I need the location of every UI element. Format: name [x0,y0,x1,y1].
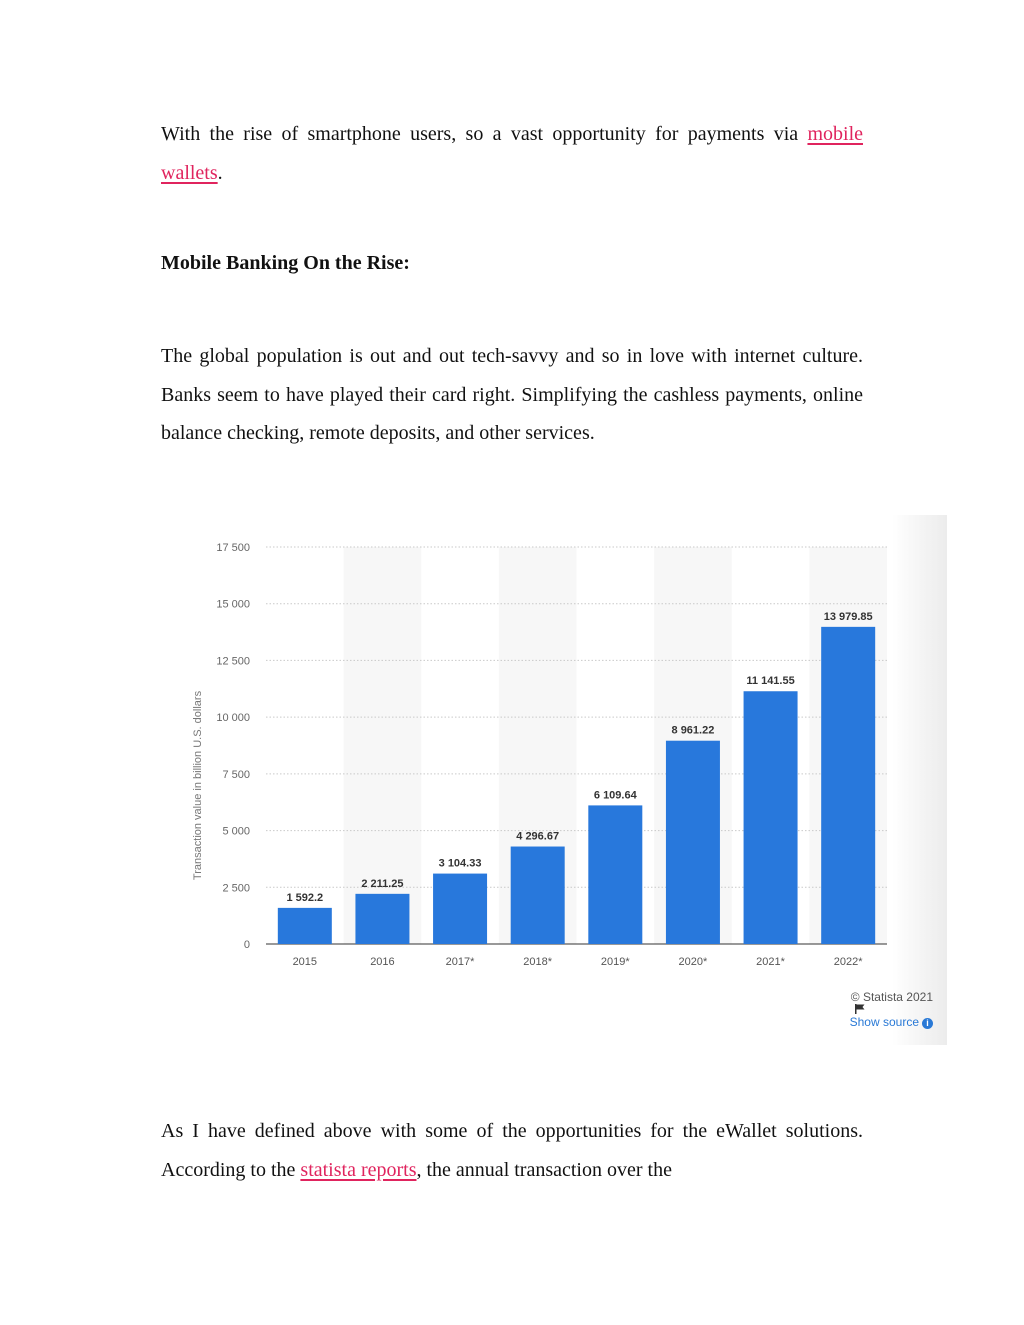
data-label: 1 592.2 [286,891,324,904]
x-tick-label: 2017* [445,956,475,968]
mobile-wallets-link[interactable]: mobile wallets [161,123,863,184]
x-tick-label: 2022* [833,956,863,968]
bar-chart [175,515,947,1045]
closing-text-end: , the annual transaction over the [416,1158,672,1181]
data-label: 11 141.55 [746,675,795,688]
data-label: 4 296.67 [516,830,560,843]
section-heading: Mobile Banking On the Rise: [161,252,410,274]
statista-chart [175,515,947,1045]
show-source-text[interactable]: Show source [849,1015,919,1029]
x-tick-label: 2018* [523,956,553,968]
y-tick-label: 12 500 [216,655,250,668]
x-tick-label: 2021* [756,956,785,968]
y-tick-label: 10 000 [216,712,250,725]
bar [278,908,332,944]
info-icon[interactable]: i [922,1018,933,1029]
y-tick-label: 5 000 [222,825,250,838]
flag-icon[interactable] [855,1004,865,1014]
bar [588,805,642,944]
y-axis-label: Transaction value in billion U.S. dollars [192,690,204,881]
data-label: 2 211.25 [361,877,404,890]
chart-credit [851,990,933,1014]
statista-reports-link[interactable]: statista reports [300,1158,417,1181]
bar [666,741,720,944]
bar [433,874,487,944]
body-paragraph: The global population is out and out tech-savvy and so in love with internet culture. Banks seem to have played their card right. Simplifying the cashless payments, online balance checking, remote deposits, and other services. [161,345,863,444]
credit-text: © Statista 2021 [850,990,933,1004]
y-tick-label: 2 500 [222,882,250,895]
intro-text: With the rise of smartphone users, so a vast opportunity for payments via [161,123,808,145]
closing-paragraph [161,1112,863,1189]
closing-text: As I have defined above with some of the opportunities for the eWallet solutions. According to the [161,1120,863,1181]
intro-paragraph [161,115,863,192]
y-tick-label: 7 500 [222,768,250,781]
data-label: 8 961.22 [671,724,715,737]
data-label: 13 979.85 [823,610,873,623]
x-tick-label: 2020* [678,956,708,968]
x-tick-label: 2015 [292,956,318,968]
y-tick-label: 17 500 [216,542,250,554]
data-label: 6 109.64 [593,789,637,802]
x-tick-label: 2019* [600,956,630,968]
bar [744,691,798,944]
data-label: 3 104.33 [438,857,482,870]
bar [511,847,565,944]
intro-text-end: . [217,161,223,184]
bar [821,627,875,944]
bar [355,894,409,944]
y-tick-label: 0 [243,939,250,951]
show-source-link[interactable] [850,1015,933,1029]
chart-side-shade [892,515,947,1045]
y-tick-label: 15 000 [216,598,250,611]
x-tick-label: 2016 [370,956,395,968]
